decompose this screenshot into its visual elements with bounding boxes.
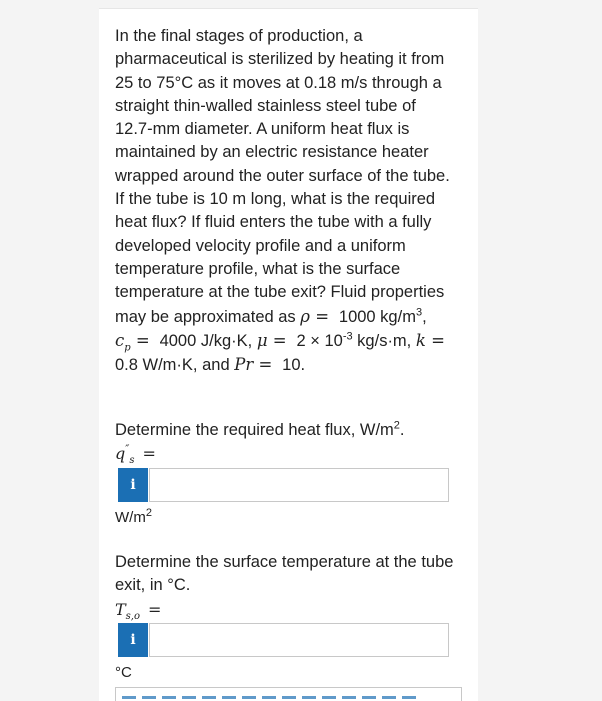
question-prompt: Determine the surface temperature at the tube xyxy=(115,553,454,571)
cp-value: 4000 J/kg·K, xyxy=(159,331,253,350)
question-prompt: exit, in °C. xyxy=(115,576,191,595)
k-symbol: k xyxy=(415,330,426,350)
unit-label: $W/m^2$ xyxy=(115,507,152,526)
problem-line: temperature at the tube exit? Fluid properties xyxy=(115,283,445,302)
unit-label: °C xyxy=(115,664,132,681)
mu-value: 2 × 10 xyxy=(296,331,343,350)
info-icon[interactable]: i xyxy=(118,623,148,657)
pr-value: 10. xyxy=(282,356,306,375)
question-prompt: Determine the required heat flux, $W/m^2$. xyxy=(115,419,405,439)
problem-line: maintained by an electric resistance heater xyxy=(115,143,429,162)
problem-line: 12.7-mm diameter. A uniform heat flux is xyxy=(115,120,410,139)
problem-statement xyxy=(115,25,467,377)
cp-symbol: c xyxy=(115,330,125,350)
mu-symbol: μ xyxy=(256,330,268,350)
variable-label: $q''_s$ = xyxy=(115,442,156,467)
problem-line: pharmaceutical is sterilized by heating it from xyxy=(115,50,445,69)
density-value: 1000 kg/m xyxy=(338,307,416,326)
problem-line: heat flux? If fluid enters the tube with a fully xyxy=(115,213,432,232)
property-line-cp-mu: $c_p = 4000$ J/kg·K, $\mu = 2 \times 10^{-3}$ kg/s·m, k = xyxy=(115,330,445,354)
problem-line: developed velocity profile and a uniform xyxy=(115,236,406,255)
problem-line: In the final stages of production, a xyxy=(115,27,363,45)
pr-symbol: Pr xyxy=(234,355,254,375)
question-card xyxy=(99,8,478,701)
problem-line: temperature profile, what is the surface xyxy=(115,259,401,278)
info-icon[interactable]: i xyxy=(118,468,148,502)
heat-flux-input[interactable] xyxy=(149,468,449,502)
panel-header-text xyxy=(122,696,422,699)
rho-symbol: ρ xyxy=(300,306,310,326)
k-value: 0.8 W/m·K, and xyxy=(115,356,230,375)
next-section-panel xyxy=(115,687,462,701)
answer-row-surface-temperature xyxy=(115,623,450,657)
problem-line: If the tube is 10 m long, what is the required xyxy=(115,190,436,209)
problem-line: straight thin-walled stainless steel tube of xyxy=(115,96,416,115)
problem-line: 25 to 75°C as it moves at 0.18 m/s through a xyxy=(115,73,442,92)
surface-temperature-input[interactable] xyxy=(149,623,449,657)
problem-line: wrapped around the outer surface of the tube. xyxy=(115,166,450,185)
answer-row-heat-flux xyxy=(115,468,450,502)
variable-label: $T_{s,o}$ = xyxy=(115,599,162,622)
property-line-density: may be approximated as ρ = 1000 $kg/m^3$, xyxy=(115,306,427,326)
question-surface-temperature xyxy=(115,551,467,621)
property-line-k-pr: 0.8 W/m·K, and Pr = 10. xyxy=(115,355,306,375)
question-heat-flux xyxy=(115,419,467,466)
